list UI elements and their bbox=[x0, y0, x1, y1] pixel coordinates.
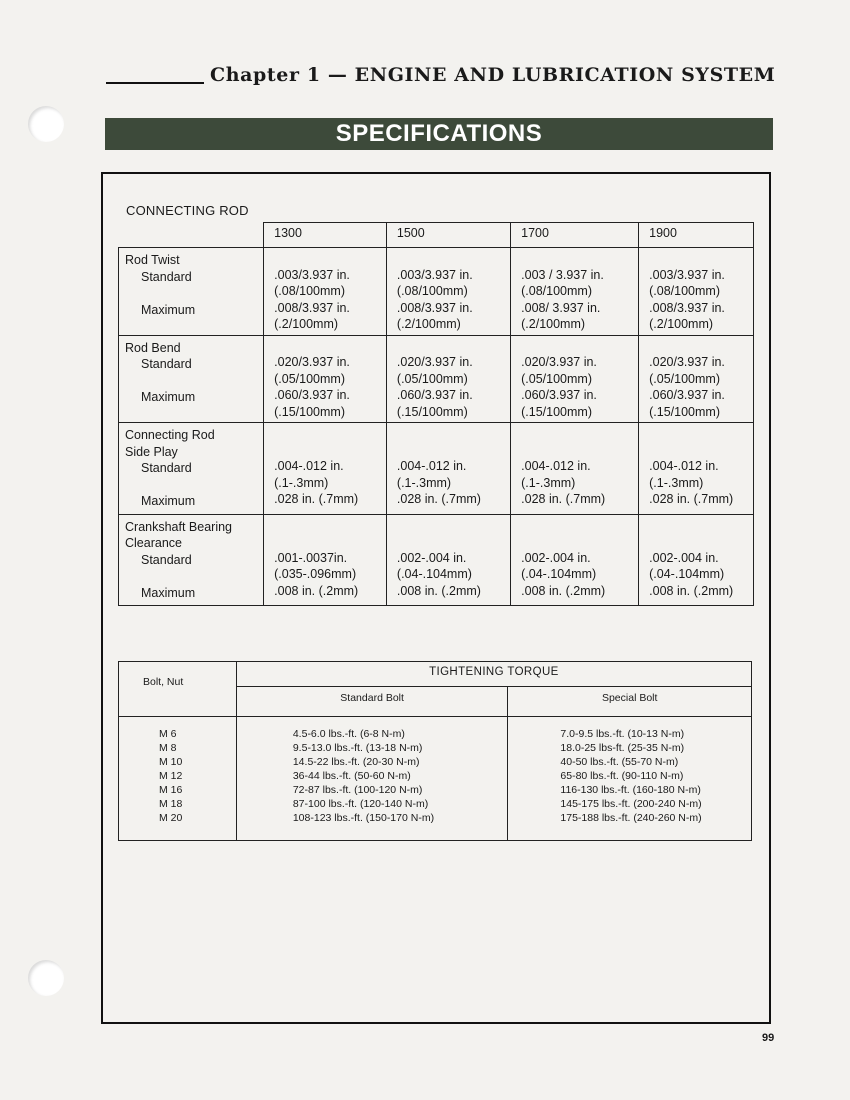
value-spacer bbox=[397, 425, 500, 442]
spec-value-cell bbox=[386, 248, 510, 336]
spec-value: (.2/100mm) bbox=[274, 317, 339, 331]
spec-row-label: Maximum bbox=[141, 302, 196, 317]
value-spacer bbox=[274, 517, 376, 534]
bolt-size: M 16 bbox=[159, 784, 183, 796]
value-spacer bbox=[521, 533, 628, 550]
spec-group-label: Rod Bend bbox=[125, 340, 181, 355]
spec-value: (.1-.3mm) bbox=[521, 475, 576, 490]
special-torque-list bbox=[560, 727, 751, 825]
spec-value: .004-.012 in. bbox=[521, 459, 591, 473]
spec-value: (.04-.104mm) bbox=[649, 567, 725, 581]
spec-value: (.1-.3mm) bbox=[649, 475, 704, 490]
spec-value: .020/3.937 in. bbox=[274, 355, 350, 369]
label-spacer bbox=[125, 373, 257, 390]
label-spacer bbox=[125, 285, 257, 302]
spec-value: .020/3.937 in. bbox=[649, 355, 725, 369]
spec-value-cell bbox=[386, 514, 510, 606]
spec-value-cell bbox=[386, 335, 510, 423]
spec-value: (.2/100mm) bbox=[396, 317, 461, 331]
torque-value: 108-123 lbs.-ft. (150-170 N-m) bbox=[292, 812, 435, 824]
spec-value: .028 in. (.7mm) bbox=[521, 492, 606, 506]
spec-value: (.035-.096mm) bbox=[274, 567, 357, 581]
spec-value: .003/3.937 in. bbox=[649, 267, 725, 282]
standard-bolt-column bbox=[236, 717, 508, 841]
value-spacer bbox=[397, 517, 500, 534]
torque-value: 145-175 lbs.-ft. (200-240 N-m) bbox=[560, 798, 702, 810]
spec-value: .003/3.937 in. bbox=[274, 267, 350, 282]
value-spacer bbox=[397, 250, 500, 267]
spec-value: .002-.004 in. bbox=[521, 550, 591, 565]
spec-label-cell bbox=[119, 248, 264, 336]
spec-value: .004-.012 in. bbox=[396, 459, 467, 473]
value-spacer bbox=[649, 442, 743, 459]
header-corner bbox=[119, 223, 264, 248]
spec-label-cell bbox=[119, 423, 264, 515]
spec-value-cell bbox=[264, 423, 387, 515]
spec-value: (.15/100mm) bbox=[521, 404, 592, 419]
standard-bolt-header: Standard Bolt bbox=[236, 686, 508, 716]
spec-group-label: Crankshaft Bearing bbox=[125, 519, 233, 534]
value-spacer bbox=[274, 442, 376, 459]
section-title: CONNECTING ROD bbox=[126, 203, 249, 218]
value-spacer bbox=[649, 338, 743, 355]
spec-value: (.15/100mm) bbox=[396, 404, 468, 419]
binder-hole-top bbox=[28, 106, 64, 142]
spec-value-cell bbox=[264, 514, 387, 606]
bolt-size: M 8 bbox=[159, 742, 177, 754]
value-spacer bbox=[397, 338, 500, 355]
spec-value: .008 in. (.2mm) bbox=[649, 583, 734, 598]
spec-group-row bbox=[119, 335, 754, 423]
value-spacer bbox=[649, 533, 743, 550]
bolt-size-column bbox=[119, 717, 237, 841]
label-spacer bbox=[125, 477, 257, 494]
spec-value: .020/3.937 in. bbox=[521, 355, 597, 369]
value-spacer bbox=[521, 425, 628, 442]
spec-value: .008/3.937 in. bbox=[649, 300, 725, 315]
torque-value: 40-50 lbs.-ft. (55-70 N-m) bbox=[560, 756, 679, 768]
value-spacer bbox=[274, 533, 376, 550]
tightening-torque-table bbox=[118, 661, 752, 841]
bolt-nut-header: Bolt, Nut bbox=[119, 662, 237, 717]
special-bolt-column bbox=[508, 717, 752, 841]
spec-label-cell bbox=[119, 335, 264, 423]
spec-group-row bbox=[119, 248, 754, 336]
spec-value: (.15/100mm) bbox=[649, 404, 720, 419]
spec-group-label: Side Play bbox=[125, 444, 178, 459]
torque-value: 4.5-6.0 lbs.-ft. (6-8 N-m) bbox=[292, 728, 405, 740]
chapter-title: Chapter 1 — ENGINE AND LUBRICATION SYSTEM bbox=[210, 64, 776, 86]
spec-value: (.08/100mm) bbox=[649, 284, 720, 298]
spec-row-label: Standard bbox=[141, 269, 192, 284]
spec-value: .008 in. (.2mm) bbox=[274, 583, 359, 598]
spec-value: .008/3.937 in. bbox=[396, 300, 473, 315]
spec-value: (.1-.3mm) bbox=[396, 475, 452, 490]
spec-value: .001-.0037in. bbox=[274, 550, 348, 565]
bolt-size: M 18 bbox=[159, 798, 183, 810]
torque-value: 65-80 lbs.-ft. (90-110 N-m) bbox=[560, 770, 684, 782]
bolt-size: M 10 bbox=[159, 756, 183, 768]
spec-row-label: Standard bbox=[141, 357, 192, 371]
spec-value-cell bbox=[639, 423, 754, 515]
page-number: 99 bbox=[762, 1032, 775, 1044]
chapter-rule bbox=[106, 82, 204, 84]
spec-value: (.08/100mm) bbox=[521, 284, 592, 298]
label-spacer bbox=[125, 568, 257, 585]
spec-value: (.05/100mm) bbox=[649, 371, 720, 386]
spec-value-cell bbox=[511, 335, 639, 423]
spec-value: .020/3.937 in. bbox=[396, 355, 473, 369]
special-bolt-header: Special Bolt bbox=[508, 686, 752, 716]
value-spacer bbox=[274, 338, 376, 355]
spec-row-label: Standard bbox=[141, 552, 192, 567]
spec-value: .003/3.937 in. bbox=[396, 267, 473, 282]
spec-group-row bbox=[119, 514, 754, 606]
torque-value: 36-44 lbs.-ft. (50-60 N-m) bbox=[292, 770, 411, 782]
spec-value-cell bbox=[264, 248, 387, 336]
spec-value: .004-.012 in. bbox=[274, 459, 344, 473]
spec-value-cell bbox=[511, 423, 639, 515]
value-spacer bbox=[521, 250, 628, 267]
spec-row-label: Maximum bbox=[141, 494, 196, 508]
torque-value: 175-188 lbs.-ft. (240-260 N-m) bbox=[560, 812, 702, 824]
value-spacer bbox=[649, 425, 743, 442]
spec-value-cell bbox=[511, 514, 639, 606]
spec-value: .060/3.937 in. bbox=[274, 388, 350, 402]
spec-value: (.05/100mm) bbox=[521, 371, 592, 386]
table-header-row bbox=[119, 223, 754, 248]
value-spacer bbox=[521, 517, 628, 534]
spec-value: .060/3.937 in. bbox=[521, 388, 597, 402]
torque-body-row bbox=[119, 717, 752, 841]
spec-label-cell bbox=[119, 514, 264, 606]
value-spacer bbox=[649, 517, 743, 534]
spec-value: (.1-.3mm) bbox=[274, 475, 329, 490]
bolt-size: M 12 bbox=[159, 770, 183, 782]
spec-value: (.2/100mm) bbox=[649, 317, 714, 331]
value-spacer bbox=[274, 425, 376, 442]
spec-row-label: Maximum bbox=[141, 585, 196, 600]
spec-value: .008/ 3.937 in. bbox=[521, 300, 601, 315]
spec-value: .004-.012 in. bbox=[649, 459, 719, 473]
spec-value: (.05/100mm) bbox=[396, 371, 468, 386]
torque-value: 87-100 lbs.-ft. (120-140 N-m) bbox=[292, 798, 429, 810]
spec-value: .002-.004 in. bbox=[396, 550, 467, 565]
spec-group-row bbox=[119, 423, 754, 515]
spec-group-label: Connecting Rod bbox=[125, 428, 215, 442]
torque-value: 72-87 lbs.-ft. (100-120 N-m) bbox=[292, 784, 423, 796]
spec-value: (.05/100mm) bbox=[274, 371, 345, 386]
spec-group-label: Rod Twist bbox=[125, 253, 180, 267]
value-spacer bbox=[397, 533, 500, 550]
column-header: 1500 bbox=[386, 223, 510, 248]
spec-value: (.08/100mm) bbox=[274, 284, 345, 298]
specifications-banner: SPECIFICATIONS bbox=[105, 118, 773, 150]
spec-value: .008 in. (.2mm) bbox=[396, 583, 481, 598]
value-spacer bbox=[649, 250, 743, 267]
value-spacer bbox=[521, 338, 628, 355]
connecting-rod-table bbox=[118, 222, 754, 606]
column-header: 1900 bbox=[639, 223, 754, 248]
spec-value-cell bbox=[386, 423, 510, 515]
column-header: 1300 bbox=[264, 223, 387, 248]
torque-title: TIGHTENING TORQUE bbox=[236, 662, 751, 687]
torque-value: 116-130 lbs.-ft. (160-180 N-m) bbox=[560, 784, 701, 796]
value-spacer bbox=[274, 250, 376, 267]
spec-value-cell bbox=[639, 335, 754, 423]
spec-value: .028 in. (.7mm) bbox=[649, 492, 734, 506]
spec-value: .008 in. (.2mm) bbox=[521, 583, 606, 598]
spec-value: .060/3.937 in. bbox=[649, 388, 725, 402]
spec-value-cell bbox=[639, 248, 754, 336]
spec-value: .028 in. (.7mm) bbox=[396, 492, 481, 506]
standard-torque-list bbox=[293, 727, 508, 825]
torque-value: 14.5-22 lbs.-ft. (20-30 N-m) bbox=[292, 756, 420, 768]
bolt-size-list bbox=[159, 727, 236, 825]
spec-value-cell bbox=[511, 248, 639, 336]
spec-value: .060/3.937 in. bbox=[396, 388, 473, 402]
bolt-size: M 20 bbox=[159, 812, 183, 824]
spec-row-label: Standard bbox=[141, 461, 192, 475]
torque-value: 9.5-13.0 lbs.-ft. (13-18 N-m) bbox=[292, 742, 423, 754]
value-spacer bbox=[397, 442, 500, 459]
column-header: 1700 bbox=[511, 223, 639, 248]
torque-value: 7.0-9.5 lbs.-ft. (10-13 N-m) bbox=[560, 728, 685, 740]
binder-hole-bottom bbox=[28, 960, 64, 996]
spec-value: .003 / 3.937 in. bbox=[521, 267, 604, 282]
spec-value: (.15/100mm) bbox=[274, 404, 345, 419]
spec-value: .008/3.937 in. bbox=[274, 300, 350, 315]
spec-value: (.08/100mm) bbox=[396, 284, 468, 298]
spec-value: (.2/100mm) bbox=[521, 317, 586, 331]
value-spacer bbox=[521, 442, 628, 459]
spec-row-label: Maximum bbox=[141, 390, 196, 404]
spec-group-label: Clearance bbox=[125, 536, 182, 550]
spec-value: .002-.004 in. bbox=[649, 550, 719, 565]
spec-value-cell bbox=[264, 335, 387, 423]
spec-value: (.04-.104mm) bbox=[396, 567, 472, 581]
spec-value: (.04-.104mm) bbox=[521, 567, 597, 581]
bolt-size: M 6 bbox=[159, 728, 177, 740]
torque-value: 18.0-25 lbs-ft. (25-35 N-m) bbox=[560, 742, 685, 754]
spec-value-cell bbox=[639, 514, 754, 606]
spec-value: .028 in. (.7mm) bbox=[274, 492, 359, 506]
